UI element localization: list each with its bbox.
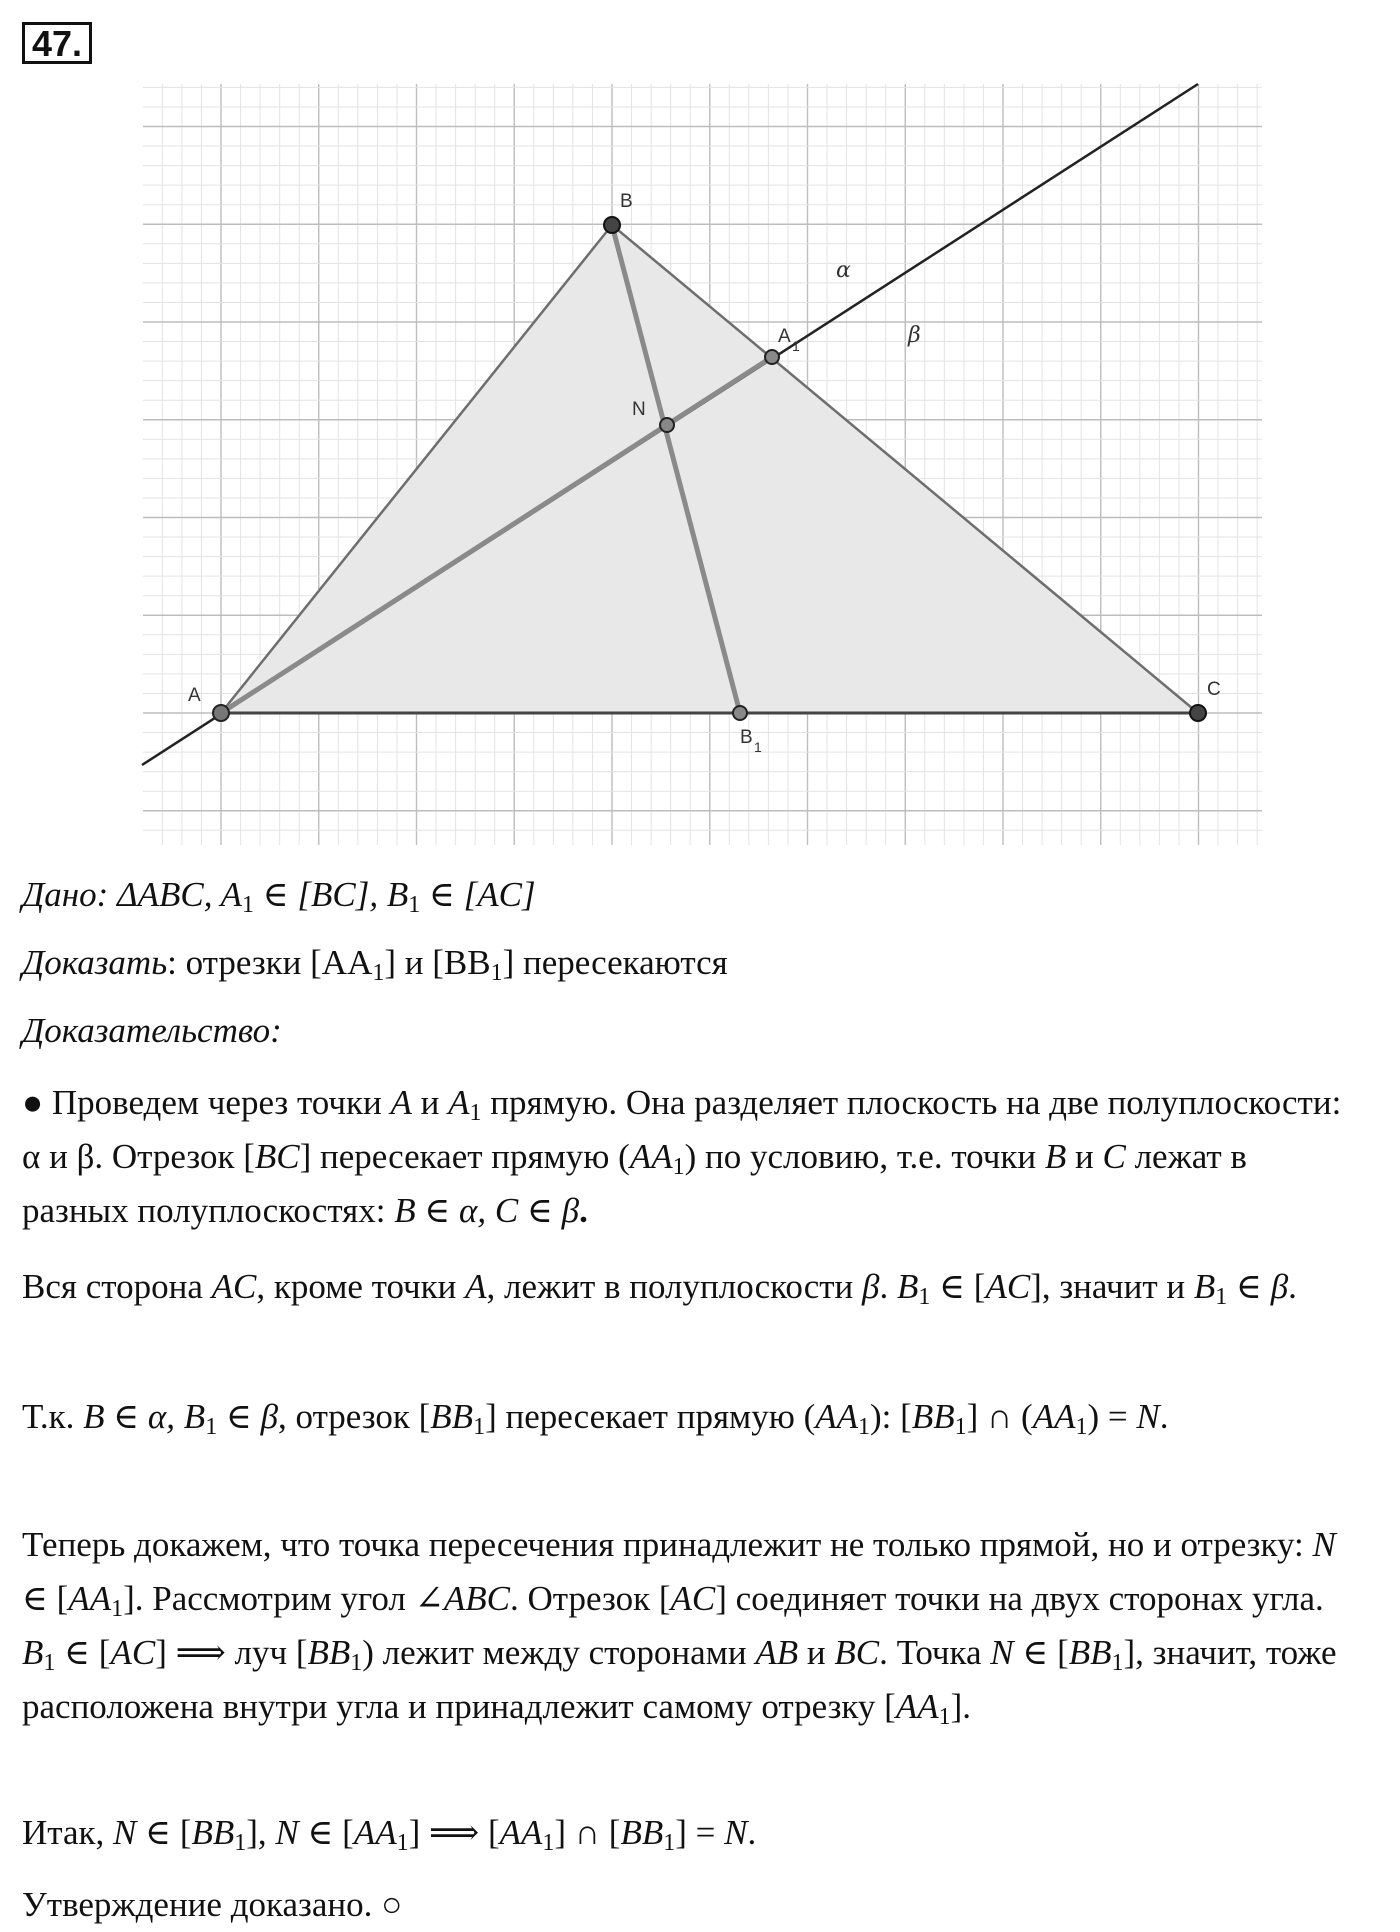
proof-paragraph-1: ● Проведем через точки A и $A_1$ прямую. Она разделяет плоскость на две полуплоскости: α и β. Отрезок [BC] пересекает прямую $(AA_1)$ по условию, т.е. точки B и C лежат в разных полуплоскостях: B ∈ α, C ∈ β. [22,1083,1342,1230]
label-b1-sub: 1 [754,739,762,755]
proof-paragraph-4: Теперь докажем, что точка пересечения принадлежит не только прямой, но и отрезку: N ∈ $[AA_1]$. Рассмотрим угол ∠ABC. Отрезок [AC] соединяет точки на двух сторонах угла. $B_1$ ∈ [AC] ⟹ луч $[BB_1)$ лежит между сторонами AB и BC. Точка N ∈ $[BB_1]$, значит, тоже расположена внутри угла и принадлежит самому отрезку $[AA_1]$. [22,1525,1337,1730]
problem-number: 47. [22,22,92,64]
proof-paragraph-2: Вся сторона AC, кроме точки A, лежит в полуплоскости β. $B_1$ ∈ [AC], значит и $B_1$ ∈ β. [22,1267,1297,1310]
proof-paragraph-5: Итак, N ∈ $[BB_1]$, N ∈ $[AA_1]$ ⟹ $[AA_1]$ ∩ $[BB_1] = N$. [22,1813,757,1856]
label-alpha: α [836,258,851,283]
prove-line: Доказать: отрезки $[AA_1]$ и $[BB_1]$ пересекаются [22,943,728,986]
conclusion-line: Утверждение доказано. ○ [22,1885,403,1924]
point-a [213,705,229,721]
point-c [1190,705,1206,721]
label-b1: B [740,727,753,748]
label-beta: β [908,323,921,348]
label-n: N [632,399,646,420]
given-line: Дано: ΔABC, $A_1$ ∈ [BC], $B_1$ ∈ [AC] [22,875,536,918]
point-a1 [765,350,779,364]
proof-label: Доказательство: [22,1011,282,1050]
proof-paragraph-3: Т.к. B ∈ α, $B_1$ ∈ β, отрезок $[BB_1]$ пересекает прямую $(AA_1)$: $[BB_1]$ ∩ $(AA_1) = N$. [22,1397,1169,1440]
point-b [604,217,620,233]
label-a1: A [778,326,791,347]
label-a1-sub: 1 [792,338,800,354]
point-b1 [733,706,747,720]
geometry-figure [0,0,1400,850]
point-n [660,418,674,432]
label-c: C [1207,679,1221,700]
label-b: B [620,191,633,212]
label-a: A [188,685,201,706]
